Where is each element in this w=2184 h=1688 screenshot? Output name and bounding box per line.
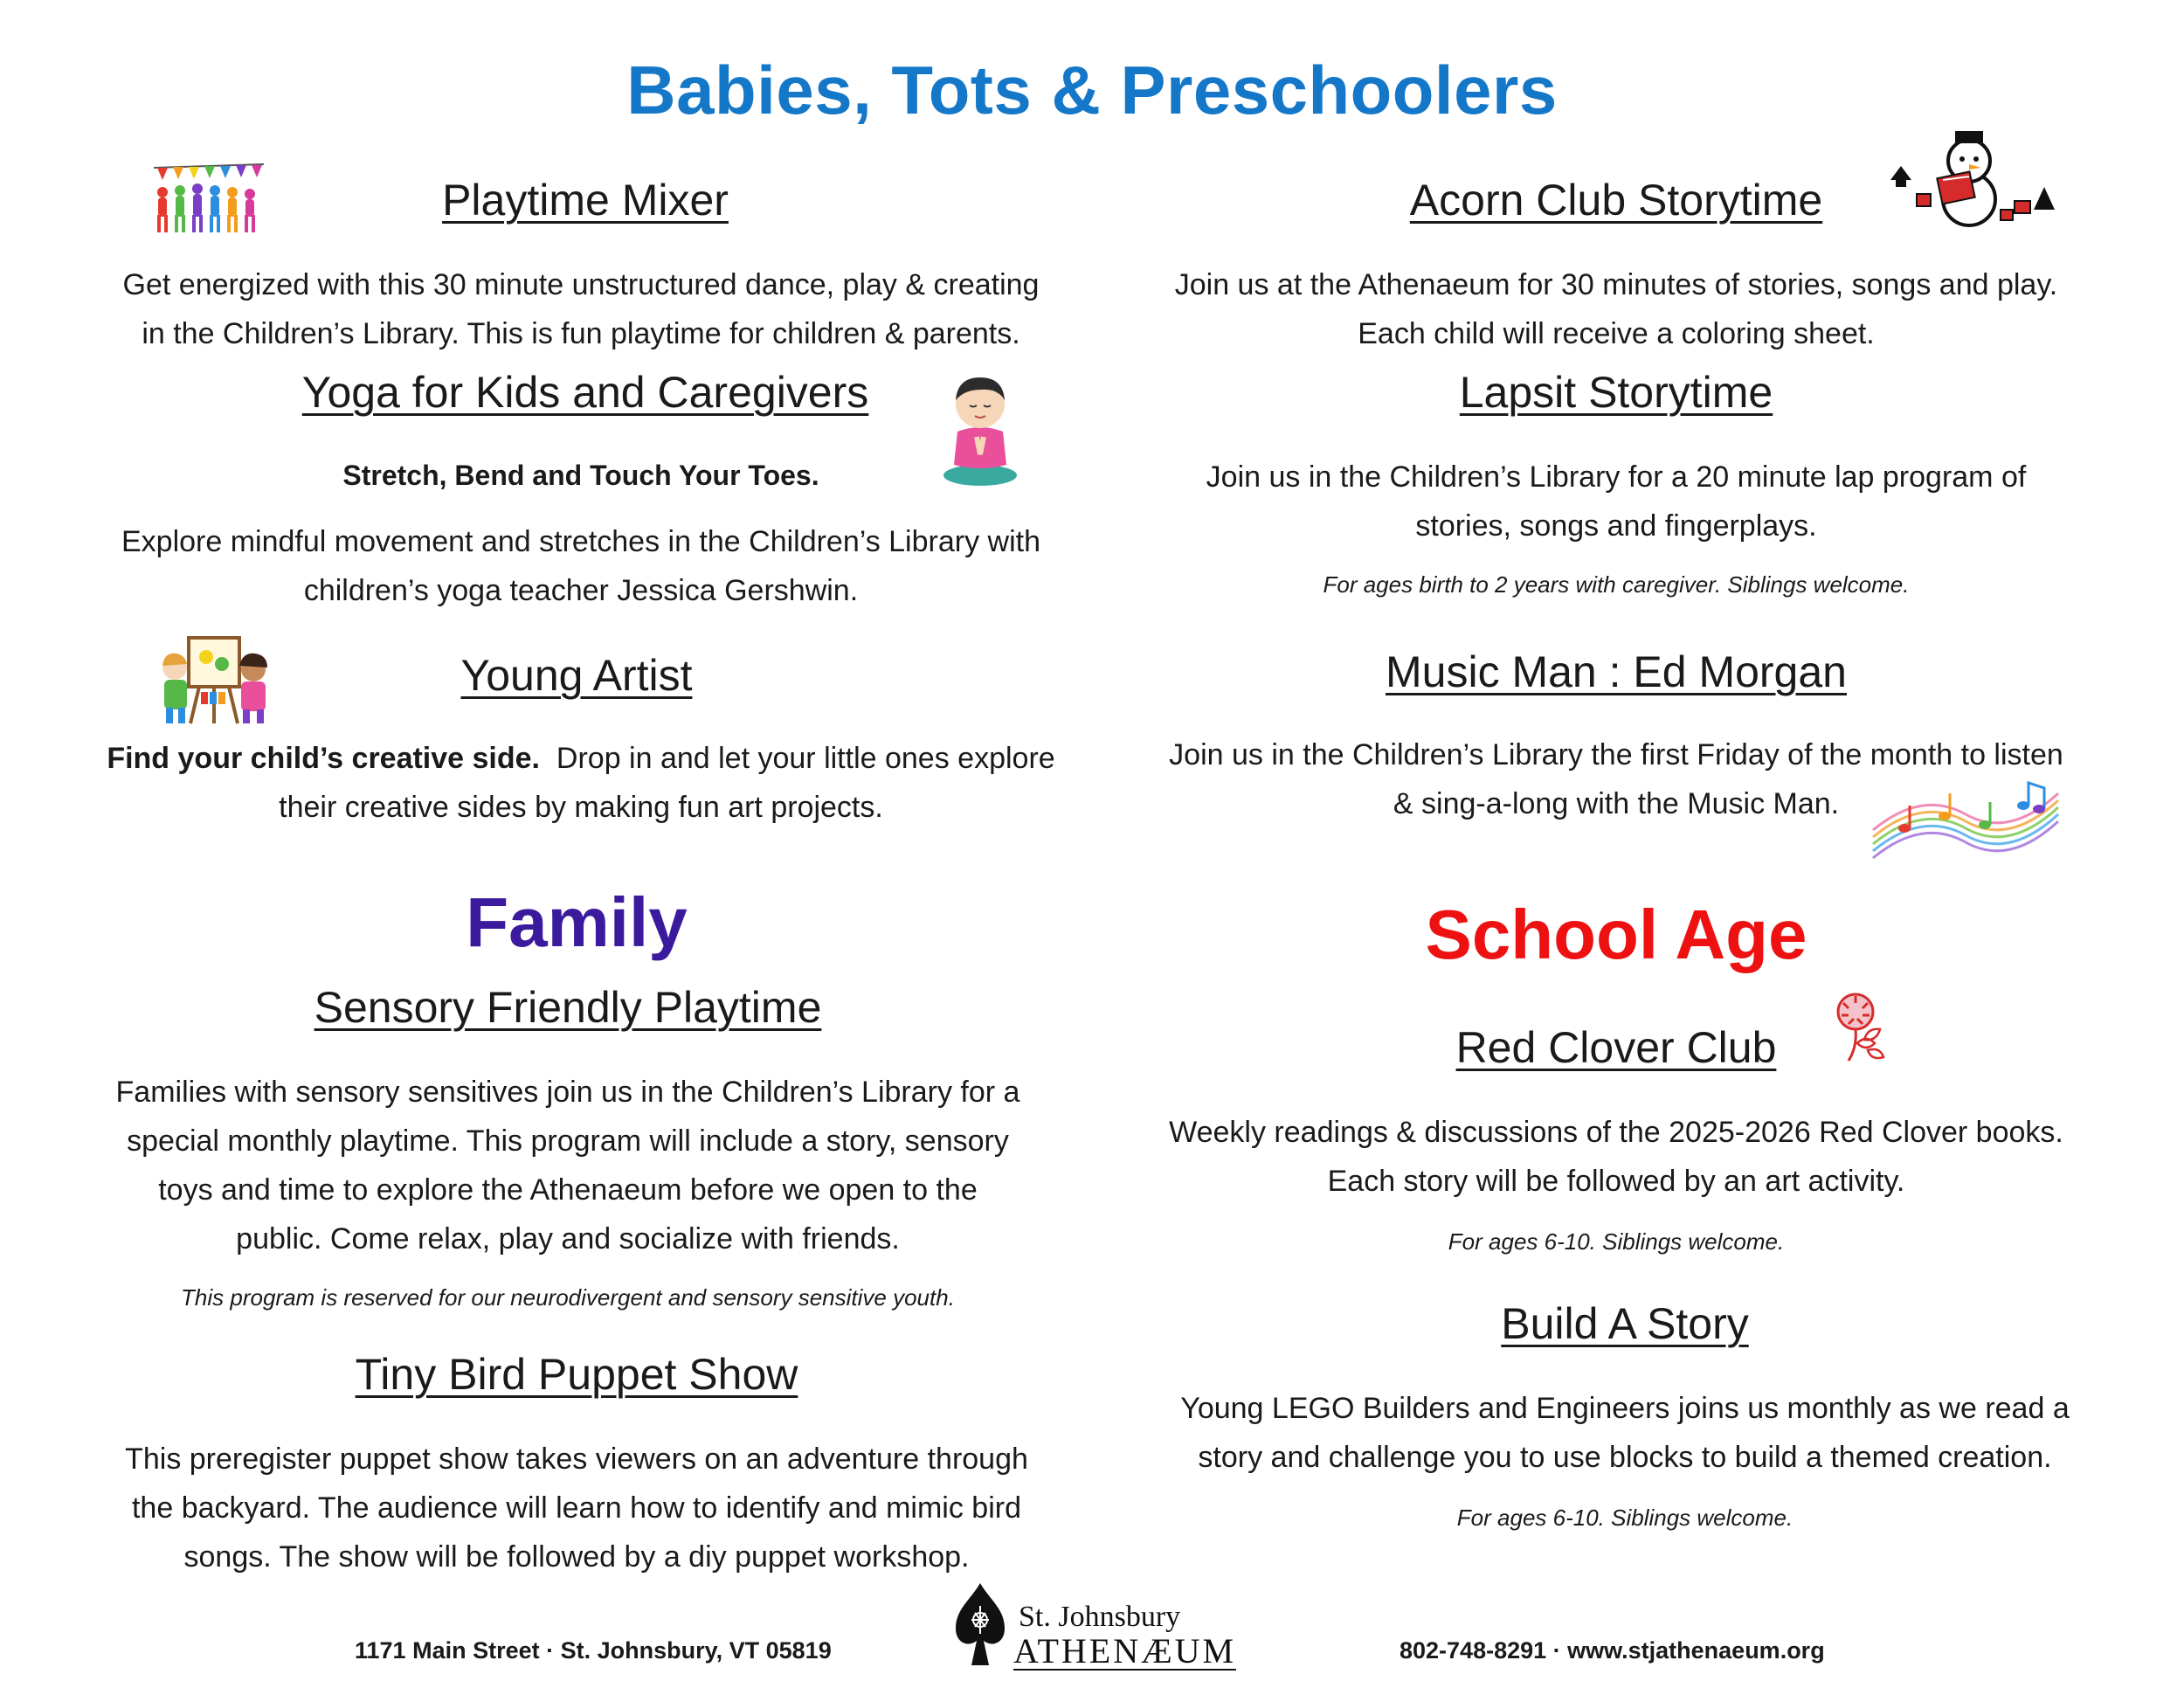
text-line: Join us in the Children’s Library the first Friday of the month to listen [1169,738,2063,771]
heading-acorn-club: Acorn Club Storytime [1409,176,1823,225]
text-line: Each child will receive a coloring sheet. [1358,317,1875,350]
kids-painting-icon [156,631,273,729]
text-line: Explore mindful movement and stretches in the Children’s Library with [121,525,1040,558]
music-notes-icon [1870,772,2062,868]
text-line: songs. The show will be followed by a diy puppet workshop. [183,1540,970,1574]
red-clover-note: For ages 6-10. Siblings welcome. [1448,1228,1785,1255]
young-artist-line1-rest: Drop in and let your little ones explore [540,742,1055,775]
text-line: & sing-a-long with the Music Man. [1393,787,1840,820]
lapsit-note: For ages birth to 2 years with caregiver. Siblings welcome. [1323,571,1910,598]
acorn-club-description [1083,260,2149,358]
sensory-playtime-note: This program is reserved for our neurodivergent and sensory sensitive youth. [181,1284,955,1311]
text-line: their creative sides by making fun art projects. [279,791,883,824]
heading-playtime-mixer: Playtime Mixer [442,176,729,225]
young-artist-description [52,734,1109,832]
text-line: This preregister puppet show takes viewers on an adventure through [125,1442,1028,1476]
text-line: story and challenge you to use blocks to build a themed creation. [1198,1441,2052,1474]
athenaeum-logo-icon [952,1580,1008,1672]
red-clover-description [1083,1108,2149,1206]
logo-text-line2: ATHENÆUM [1013,1631,1237,1671]
heading-build-a-story: Build A Story [1501,1299,1749,1348]
school-age-section-title: School Age [1425,896,1807,973]
heading-young-artist: Young Artist [460,651,693,700]
text-line: Join us in the Children’s Library for a 20 minute lap program of [1206,460,2027,494]
text-line [52,734,1109,783]
build-a-story-note: For ages 6-10. Siblings welcome. [1456,1505,1794,1531]
text-line: Get energized with this 30 minute unstructured dance, play & creating [122,268,1040,301]
text-line: Young LEGO Builders and Engineers joins us monthly as we read a [1180,1392,2070,1425]
lapsit-description [1083,453,2149,550]
footer-contact: 802-748-8291 · www.stjathenaeum.org [1400,1637,1825,1664]
young-artist-bold-intro: Find your child’s creative side. [107,742,541,775]
snowman-reading-icon [1882,126,2062,229]
text-line: Weekly readings & discussions of the 2025-2026 Red Clover books. [1169,1116,2063,1149]
yoga-description [52,517,1109,615]
text-line: in the Children’s Library. This is fun playtime for children & parents. [142,317,1020,350]
logo-text-line1: St. Johnsbury [1019,1601,1181,1633]
footer-address: 1171 Main Street · St. Johnsbury, VT 05819 [355,1637,832,1664]
playtime-mixer-description [52,260,1109,358]
heading-lapsit-storytime: Lapsit Storytime [1459,368,1773,417]
text-line: stories, songs and fingerplays. [1415,509,1817,543]
text-line: public. Come relax, play and socialize with friends. [236,1222,900,1256]
family-section-title: Family [466,883,688,961]
text-line: special monthly playtime. This program will include a story, sensory [127,1124,1009,1158]
tiny-bird-description [44,1435,1109,1581]
text-line: Join us at the Athenaeum for 30 minutes of stories, songs and play. [1174,268,2058,301]
page-title: Babies, Tots & Preschoolers [626,52,1558,128]
text-line: children’s yoga teacher Jessica Gershwin. [303,574,859,607]
heading-tiny-bird: Tiny Bird Puppet Show [355,1350,798,1399]
children-dancing-icon [150,161,267,236]
sensory-playtime-description [35,1068,1101,1263]
build-a-story-description [1092,1384,2158,1482]
text-line: the backyard. The audience will learn how to identify and mimic bird [131,1491,1021,1525]
text-line: Each story will be followed by an art activity. [1327,1165,1905,1198]
heading-red-clover: Red Clover Club [1455,1023,1777,1072]
text-line: Families with sensory sensitives join us in the Children’s Library for a [115,1076,1020,1109]
heading-sensory-playtime: Sensory Friendly Playtime [314,983,822,1032]
heading-music-man: Music Man : Ed Morgan [1386,647,1847,696]
heading-yoga: Yoga for Kids and Caregivers [301,368,869,417]
yoga-tagline: Stretch, Bend and Touch Your Toes. [342,460,819,491]
text-line: toys and time to explore the Athenaeum before we open to the [158,1173,978,1207]
